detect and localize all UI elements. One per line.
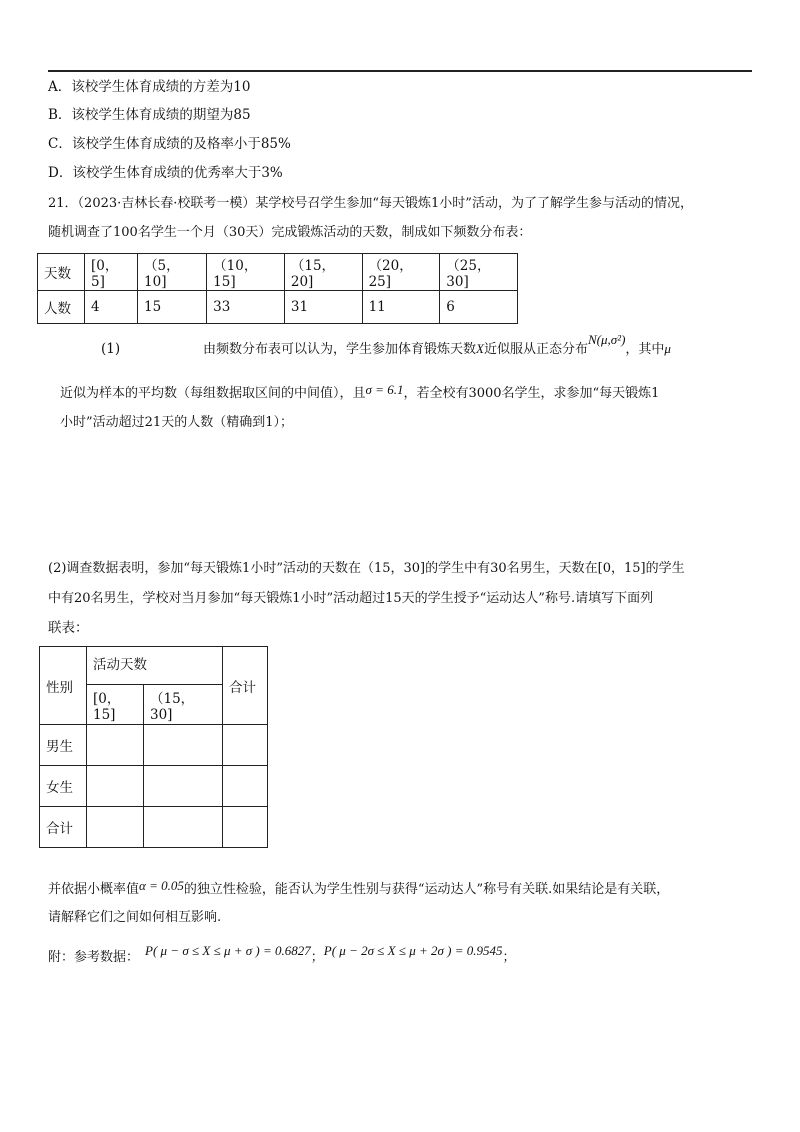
part1-line2-b: ，若全校有3000名学生，求参加“每天锻炼1 bbox=[403, 386, 660, 401]
sigma-equation: σ = 6.1 bbox=[365, 382, 404, 397]
conclusion-text-a: 并依据小概率值 bbox=[48, 882, 140, 897]
gender-header: 性别 bbox=[40, 647, 87, 725]
part2-line-1: (2)调查数据表明，参加“每天锻炼1小时”活动的天数在（15，30]的学生中有30名男生，天数在[0，15]的学生 bbox=[48, 561, 685, 576]
part1-text-b: 近似服从正态分布 bbox=[483, 342, 588, 357]
part2-line-2: 中有20名男生，学校对当月参加“每天锻炼1小时”活动超过15天的学生授予“运动达人”称号.请填写下面列 bbox=[48, 591, 654, 606]
table-cell: 33 bbox=[207, 291, 285, 324]
part1-line2-a: 近似为样本的平均数（每组数据取区间的中间值），且 bbox=[60, 386, 366, 401]
blank-cell[interactable] bbox=[87, 807, 144, 848]
table-cell: 11 bbox=[362, 291, 440, 324]
table-cell: （25，30] bbox=[440, 254, 518, 291]
table-cell: （20，25] bbox=[362, 254, 440, 291]
part1-line-2 bbox=[60, 384, 659, 403]
option-d: D．该校学生体育成绩的优秀率大于3% bbox=[48, 165, 283, 181]
table-row bbox=[40, 725, 268, 766]
part1-text-c: ，其中 bbox=[625, 342, 665, 357]
blank-cell[interactable] bbox=[144, 725, 223, 766]
blank-cell[interactable] bbox=[223, 807, 268, 848]
blank-cell[interactable] bbox=[87, 725, 144, 766]
table-row bbox=[40, 766, 268, 807]
row-label-female: 女生 bbox=[40, 766, 87, 807]
question-line-1: 21．（2023·吉林长春·校联考一模）某学校号召学生参加“每天锻炼1小时”活动，为了了解学生参与活动的情况， bbox=[48, 196, 693, 211]
var-x: X bbox=[476, 341, 484, 356]
part1-line-3: 小时”活动超过21天的人数（精确到1）； bbox=[60, 415, 293, 430]
table-cell: （15，20] bbox=[284, 254, 362, 291]
top-rule bbox=[48, 70, 752, 72]
table-cell: （5，10] bbox=[138, 254, 207, 291]
option-c: C．该校学生体育成绩的及格率小于85% bbox=[48, 136, 291, 152]
contingency-header-row-1 bbox=[40, 647, 268, 685]
option-b: B．该校学生体育成绩的期望为85 bbox=[48, 107, 251, 123]
part2-line-3: 联表： bbox=[48, 620, 89, 636]
table-cell: 天数 bbox=[38, 254, 85, 291]
reference-line bbox=[48, 943, 516, 967]
reference-label: 附：参考数据： bbox=[48, 950, 140, 965]
blank-cell[interactable] bbox=[144, 807, 223, 848]
frequency-table-header-row bbox=[38, 254, 518, 291]
contingency-table bbox=[39, 646, 268, 848]
conclusion-line-2: 请解释它们之间如何相互影响. bbox=[48, 910, 222, 925]
table-cell: 31 bbox=[284, 291, 362, 324]
part1-label: (1) bbox=[101, 341, 121, 357]
table-cell: 4 bbox=[85, 291, 138, 324]
activity-days-header: 活动天数 bbox=[87, 647, 223, 685]
option-a: A．该校学生体育成绩的方差为10 bbox=[48, 79, 251, 95]
blank-cell[interactable] bbox=[223, 766, 268, 807]
frequency-table bbox=[37, 253, 518, 324]
normal-distribution: N(μ,σ²) bbox=[587, 332, 626, 347]
frequency-table-count-row bbox=[38, 291, 518, 324]
probability-two-sigma: P( μ − 2σ ≤ X ≤ μ + 2σ ) = 0.9545 bbox=[323, 943, 503, 958]
col-0-15-header: [0，15] bbox=[87, 685, 144, 725]
blank-cell[interactable] bbox=[87, 766, 144, 807]
table-cell: （10，15] bbox=[207, 254, 285, 291]
table-cell: 6 bbox=[440, 291, 518, 324]
reference-separator: ； bbox=[310, 950, 324, 965]
table-cell: 人数 bbox=[38, 291, 85, 324]
row-label-total: 合计 bbox=[40, 807, 87, 848]
table-cell: [0，5] bbox=[85, 254, 138, 291]
part1-text-a: 由频数分布表可以认为，学生参加体育锻炼天数 bbox=[203, 342, 477, 357]
mu-symbol: μ bbox=[664, 341, 671, 356]
probability-one-sigma: P( μ − σ ≤ X ≤ μ + σ ) = 0.6827 bbox=[145, 943, 311, 958]
reference-end: ； bbox=[502, 950, 516, 965]
question-line-2: 随机调查了100名学生一个月（30天）完成锻炼活动的天数，制成如下频数分布表： bbox=[48, 225, 532, 240]
blank-cell[interactable] bbox=[144, 766, 223, 807]
total-header: 合计 bbox=[223, 647, 268, 725]
conclusion-line-1 bbox=[48, 880, 669, 899]
row-label-male: 男生 bbox=[40, 725, 87, 766]
alpha-value: α = 0.05 bbox=[139, 878, 184, 893]
table-row bbox=[40, 807, 268, 848]
part1-line-1 bbox=[203, 332, 671, 359]
col-15-30-header: （15，30] bbox=[144, 685, 223, 725]
table-cell: 15 bbox=[138, 291, 207, 324]
blank-cell[interactable] bbox=[223, 725, 268, 766]
conclusion-text-b: 的独立性检验，能否认为学生性别与获得“运动达人”称号有关联.如果结论是有关联， bbox=[183, 882, 670, 897]
